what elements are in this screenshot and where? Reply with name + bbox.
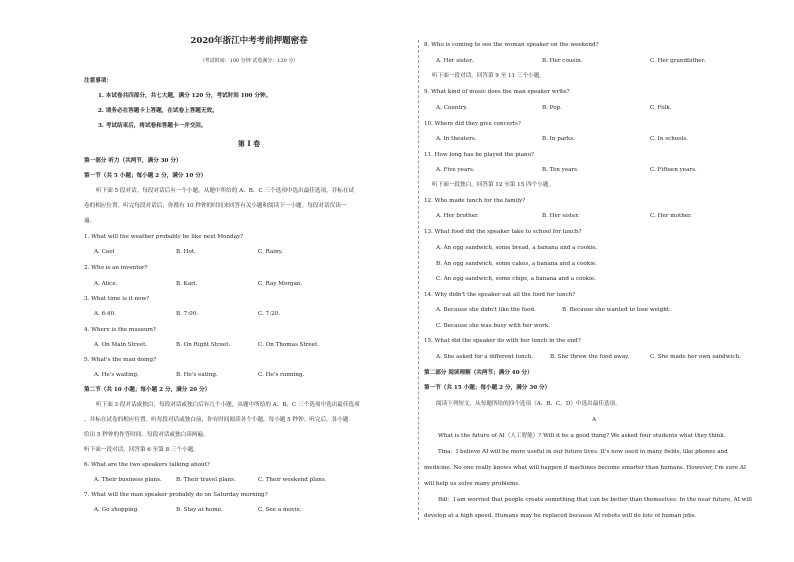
page-title: 2020年浙江中考考前押题密卷 (190, 36, 308, 46)
option-a: A. Five years. (436, 167, 475, 173)
question-text: 14. Why didn't the speaker eat all the food for lunch? (424, 292, 576, 298)
option-b: B. 7:00. (176, 311, 199, 317)
option-c: C. Rainy. (258, 249, 283, 255)
option-c: C. Ray Morgan. (258, 281, 303, 287)
option-c: C. Her grandfather. (650, 58, 706, 64)
notice-item: 1. 本试卷共四部分，共七大题，满分 120 分，考试时间 100 分钟。 (98, 93, 272, 99)
option-b: B. Because she wanted to lose weight. (562, 307, 671, 313)
option-a: A. On Main Street. (94, 342, 148, 348)
reading-instructions: 阅读下列短文，从每题所给的四个选项（A、B、C、D）中选出最佳选项。 (436, 401, 621, 407)
section1-heading: 第一节（共 5 小题；每小题 2 分，满分 10 分） (84, 173, 207, 179)
option-a: A. She asked for a different lunch. (436, 354, 534, 360)
option-c: C. In schools. (650, 136, 689, 142)
option-b: B. Ten years. (542, 167, 579, 173)
option-c: C. Her mother. (650, 213, 692, 219)
option-a: A. In theaters. (436, 136, 477, 142)
option-b: B. An egg sandwich, some cakes, a banana and a cookie. (436, 261, 598, 267)
question-text: 1. What will the weather probably be like next Monday? (84, 234, 244, 240)
passage-line: Tina：I believe AI will be more useful in our future lives. It's now used in many fields, like phones and (438, 449, 728, 455)
passage-line: will help us solve many problems. (424, 481, 520, 487)
passage-line: What is the future of AI（人工智能）? Will it be a good thing? We asked four students what they think. (438, 433, 726, 439)
question-text: 13. What food did the speaker take to school for lunch? (424, 229, 582, 235)
question-text: 11. How long has he played the piano? (424, 152, 535, 158)
option-c: C. An egg sandwich, some chips, a banana and a cookie. (436, 276, 596, 282)
option-c: C. See a movie. (258, 507, 302, 513)
exam-info: （考试时间：100 分钟 试卷满分：120 分） (199, 58, 299, 64)
column-divider (418, 40, 419, 520)
notice-item: 2. 请务必在答题卡上答题，在试卷上答题无效。 (98, 108, 218, 114)
part1-heading: 第一部分 听力（共两节，满分 30 分） (84, 158, 182, 164)
option-a: A. An egg sandwich, some bread, a banana and a cookie. (436, 245, 598, 251)
instructions-line: 卷的相应位置。听完每段对话后，你都有 10 秒钟的时间来回答有关小题和阅读下一小题。每段对话仅读一 (84, 203, 347, 209)
option-a: A. Because she didn't like the food. (436, 307, 536, 313)
question-text: 5. What's the man doing? (84, 357, 157, 363)
question-text: 7. What will the man speaker probably do on Saturday morning? (84, 492, 268, 498)
option-a: A. Alice. (94, 281, 118, 287)
passage-line: develop at a high speed. Humans may be replaced because AI robots will do lots of human jobs. (424, 513, 697, 519)
notice-item: 3. 考试结束后，将试卷和答题卡一并交回。 (98, 123, 207, 129)
option-c: C. Because she was busy with her work. (436, 323, 550, 329)
option-a: A. Go shopping. (94, 507, 139, 513)
option-b: B. Hot. (176, 249, 196, 255)
option-b: B. Their travel plans. (176, 477, 236, 483)
question-text: 6. What are the two speakers talking about? (84, 462, 210, 468)
option-b: B. On Right Street. (176, 342, 231, 348)
option-a: A. He's waiting. (94, 372, 139, 378)
option-c: C. He's running. (258, 372, 305, 378)
instructions-line: 给出 5 秒钟的作答时间。每段对话或独白读两遍。 (84, 432, 209, 438)
option-b: B. She threw the food away. (550, 354, 630, 360)
question-text: 15. What did the speaker do with her lunch in the end? (424, 338, 581, 344)
option-a: A. Her brother. (436, 213, 479, 219)
option-c: C. Fifteen years. (650, 167, 697, 173)
question-text: 2. Who is an inventor? (84, 265, 148, 271)
option-c: C. Their weekend plans. (258, 477, 327, 483)
option-b: B. Karl. (176, 281, 198, 287)
question-text: 10. Where did they give concerts? (424, 121, 521, 127)
section2-heading: 第二节（共 10 小题；每小题 2 分，满分 20 分） (84, 387, 211, 393)
question-text: 3. What time is it now? (84, 296, 150, 302)
option-b: B. In parks. (542, 136, 575, 142)
volume-heading: 第 I 卷 (237, 139, 261, 148)
monologue-intro: 听下面一段独白，回答第 12 至第 15 四个小题。 (432, 182, 555, 188)
option-c: C. On Thomas Street. (258, 342, 319, 348)
question-text: 8. Who is coming to see the woman speaker on the weekend? (424, 42, 599, 48)
part2-heading: 第二部分 阅读理解（共两节；满分 40 分） (424, 370, 533, 376)
instructions-line: 遍。 (84, 218, 96, 224)
option-a: A. Her sister. (436, 58, 474, 64)
passage-line: Bill：I am worried that people create something that can be better than themselves. In the near future, AI will (438, 497, 752, 503)
option-a: A. Their business plans. (94, 477, 162, 483)
option-c: C. She made her own sandwich. (650, 354, 741, 360)
dialog-intro: 听下面一段对话，回答第 9 至 11 三个小题。 (432, 73, 545, 79)
option-b: B. Stay at home. (176, 507, 223, 513)
instructions-line: ，并标在试卷的相应位置。听每段对话或独白前，你有时间阅读各个小题，每小题 5 秒钟；听完后，各小题 (84, 417, 349, 423)
question-text: 9. What kind of music does the man speaker write? (424, 89, 570, 95)
option-c: C. 7:20. (258, 311, 280, 317)
part2-section1-heading: 第一节（共 15 小题；每小题 2 分，满分 30 分） (424, 385, 551, 391)
option-b: B. Her cousin. (542, 58, 583, 64)
question-text: 12. Who made lunch for the family? (424, 198, 526, 204)
instructions-line: 听下面 5 段对话。每段对话后有一个小题，从题中所给的 A、B、C 三个选项中选出最佳选项，并标在试 (96, 188, 355, 194)
option-a: A. Cool (94, 249, 115, 255)
option-c: C. Folk. (650, 105, 672, 111)
option-a: A. 6:40. (94, 311, 116, 317)
passage-line: medicine. No one really knows what will happen if machines become smarter than humans. However, I'm sure AI (424, 465, 747, 471)
option-b: B. He's eating. (176, 372, 218, 378)
option-b: B. Her sister. (542, 213, 580, 219)
dialog-intro: 听下面一段对话，回答第 6 至第 8 三个小题。 (84, 447, 199, 453)
question-text: 4. Where is the museum? (84, 327, 156, 333)
option-a: A. Country. (436, 105, 468, 111)
passage-letter: A (591, 417, 597, 423)
instructions-line: 听下面 3 段对话或独白，每段对话或独白后有几个小题，从题中所给的 A、B、C 三个选项中选出最佳选项 (96, 402, 360, 408)
option-b: B. Pop. (542, 105, 562, 111)
notice-heading: 注意事项： (84, 78, 112, 84)
